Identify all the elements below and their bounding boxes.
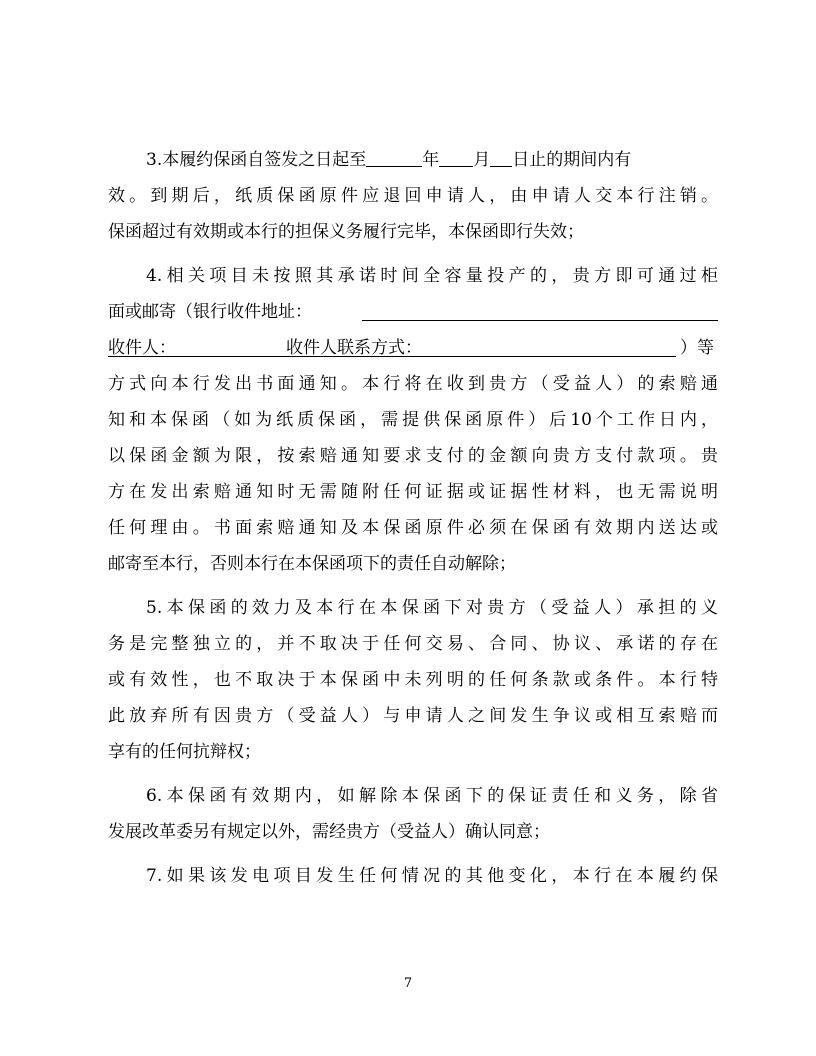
clause-5-line-3: 或有效性，也不取决于本保函中未列明的任何条款或条件。本行特 [108, 670, 718, 690]
clause-4-line-7: 方在发出索赔通知时无需随附任何证据或证据性材料，也无需说明 [108, 482, 718, 502]
clause-4-line-1: 4.相关项目未按照其承诺时间全容量投产的，贵方即可通过柜 [146, 266, 718, 286]
clause-3-line-1 [146, 142, 718, 178]
page-number: 7 [403, 976, 413, 991]
bank-address-blank [362, 320, 718, 321]
clause-4-line-3 [108, 330, 718, 366]
clause-4-line-9: 邮寄至本行，否则本行在本保函项下的责任自动解除； [108, 554, 516, 574]
clause-6-line-2: 发展改革委另有规定以外，需经贵方（受益人）确认同意； [108, 822, 550, 842]
clause-3-line-3: 保函超过有效期或本行的担保义务履行完毕，本保函即行失效； [108, 222, 584, 242]
year-label: 年 [422, 150, 440, 170]
recipient-blank [108, 356, 676, 357]
month-label: 月 [473, 150, 491, 170]
clause-3-text-a: 3.本履约保函自签发之日起至 [146, 150, 367, 170]
clause-4-line-2 [108, 294, 718, 330]
month-blank [439, 144, 473, 167]
clause-5-line-1: 5.本保函的效力及本行在本保函下对贵方（受益人）承担的义 [146, 598, 718, 618]
recipient-contact-label: 收件人联系方式： [286, 338, 422, 358]
clause-7-line-1: 7.如果该发电项目发生任何情况的其他变化，本行在本履约保 [146, 866, 718, 886]
clause-4-line-4: 方式向本行发出书面通知。本行将在收到贵方（受益人）的索赔通 [108, 374, 718, 394]
clause-4-line-8: 任何理由。书面索赔通知及本保函原件必须在保函有效期内送达或 [108, 518, 718, 538]
year-blank [366, 144, 422, 167]
clause-5-line-2: 务是完整独立的，并不取决于任何交易、合同、协议、承诺的存在 [108, 634, 718, 654]
clause-3-text-d: 日止的期间内有 [512, 150, 632, 170]
clause-5-line-5: 享有的任何抗辩权； [108, 742, 261, 762]
clause-5-line-4: 此放弃所有因贵方（受益人）与申请人之间发生争议或相互索赔而 [108, 706, 718, 726]
clause-4-line-5: 知和本保函（如为纸质保函，需提供保函原件）后10个工作日内， [108, 410, 718, 430]
clause-3-line-2: 效。到期后，纸质保函原件应退回申请人，由申请人交本行注销。 [108, 186, 718, 206]
clause-6-line-1: 6.本保函有效期内，如解除本保函下的保证责任和义务，除省 [146, 786, 718, 806]
day-blank [490, 144, 512, 167]
clause-4-line-3-end: ）等 [680, 338, 714, 358]
recipient-label: 收件人： [108, 338, 176, 358]
clause-4-line-6: 以保函金额为限，按索赔通知要求支付的金额向贵方支付款项。贵 [108, 446, 718, 466]
bank-address-label: 面或邮寄（银行收件地址： [108, 302, 312, 322]
